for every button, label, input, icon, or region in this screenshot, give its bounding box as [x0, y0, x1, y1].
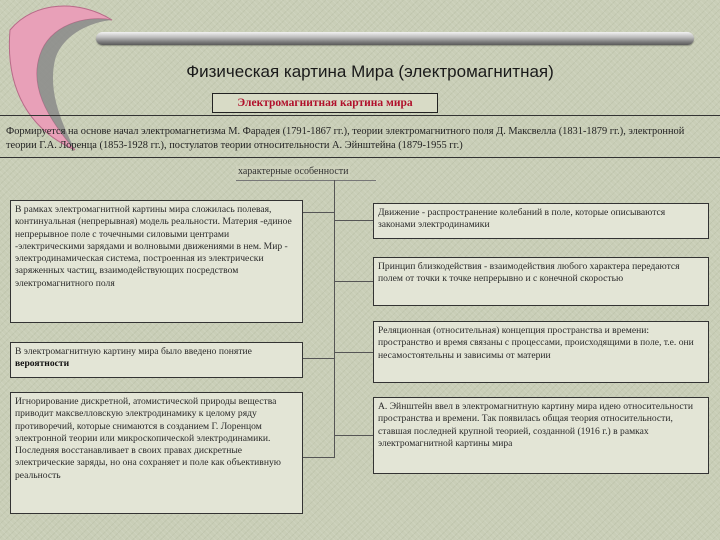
left-box-probability — [10, 342, 303, 378]
connector-vertical-trunk — [334, 180, 335, 458]
features-label: характерные особенности — [238, 166, 349, 177]
connector-left-1 — [303, 212, 334, 213]
connector-right-3 — [334, 352, 373, 353]
right-box-short-range: Принцип близкодействия - взаимодействия любого характера передаются полем от точки к точке непрерывно и с конечной скоростью — [373, 257, 709, 306]
left-box-probability-text: В электромагнитную картину мира было введено понятие — [15, 346, 252, 357]
right-box-einstein: А. Эйнштейн ввел в электромагнитную картину мира идею относительности пространства и времени. Так появилась общая теория относительности, ставшая последней крупной теорией, созданной (1916 г.) в рамках электромагнитной картины мира — [373, 397, 709, 474]
connector-right-1 — [334, 220, 373, 221]
probability-term: вероятности — [15, 358, 70, 370]
intro-text: Формируется на основе начал электромагнетизма М. Фарадея (1791-1867 гг.), теории электромагнитного поля Д. Максвелла (1831-1879 гг.), электронной теории Г.А. Лоренца (1853-1928 гг.), постулатов теории относительности А. Эйнштейна (1879-1955 гг.) — [6, 126, 685, 151]
connector-right-4 — [334, 435, 373, 436]
left-box-lorentz-theory: Игнорирование дискретной, атомистической природы вещества приводит максвелловскую электродинамику к целому ряду противоречий, которые снимаются в созданием Г. Лоренцом электронной теории или микроскопической электродинамики. Последняя восстанавливает в своих правах дискретные электрические заряды, но она сохраняет и поле как объективную реальность — [10, 392, 303, 514]
left-box-field-model: В рамках электромагнитной картины мира сложилась полевая, континуальная (непрерывная) модель реальности. Материя -единое непрерывное поле с точечными силовыми центрами -электрическими зарядами и волновыми движениями в нем. Мир - электродинамическая система, построенная из электрически заряженных частиц, взаимодействующих посредством электромагнитного поля — [10, 200, 303, 323]
subtitle-box: Электромагнитная картина мира — [212, 93, 438, 113]
divider-line — [0, 157, 720, 158]
connector-left-2 — [303, 358, 334, 359]
connector-left-3 — [303, 457, 334, 458]
right-box-relational-concept: Реляционная (относительная) концепция пространства и времени: пространство и время связаны с процессами, происходящими в поле, т.е. они несамостоятельны и зависимы от материи — [373, 321, 709, 383]
title-bar — [96, 32, 694, 45]
slide-title: Физическая картина Мира (электромагнитная) — [186, 62, 554, 81]
divider-line — [0, 115, 720, 116]
connector-right-2 — [334, 281, 373, 282]
features-underline — [236, 180, 376, 181]
right-box-motion: Движение - распространение колебаний в поле, которые описываются законами электродинамики — [373, 203, 709, 239]
